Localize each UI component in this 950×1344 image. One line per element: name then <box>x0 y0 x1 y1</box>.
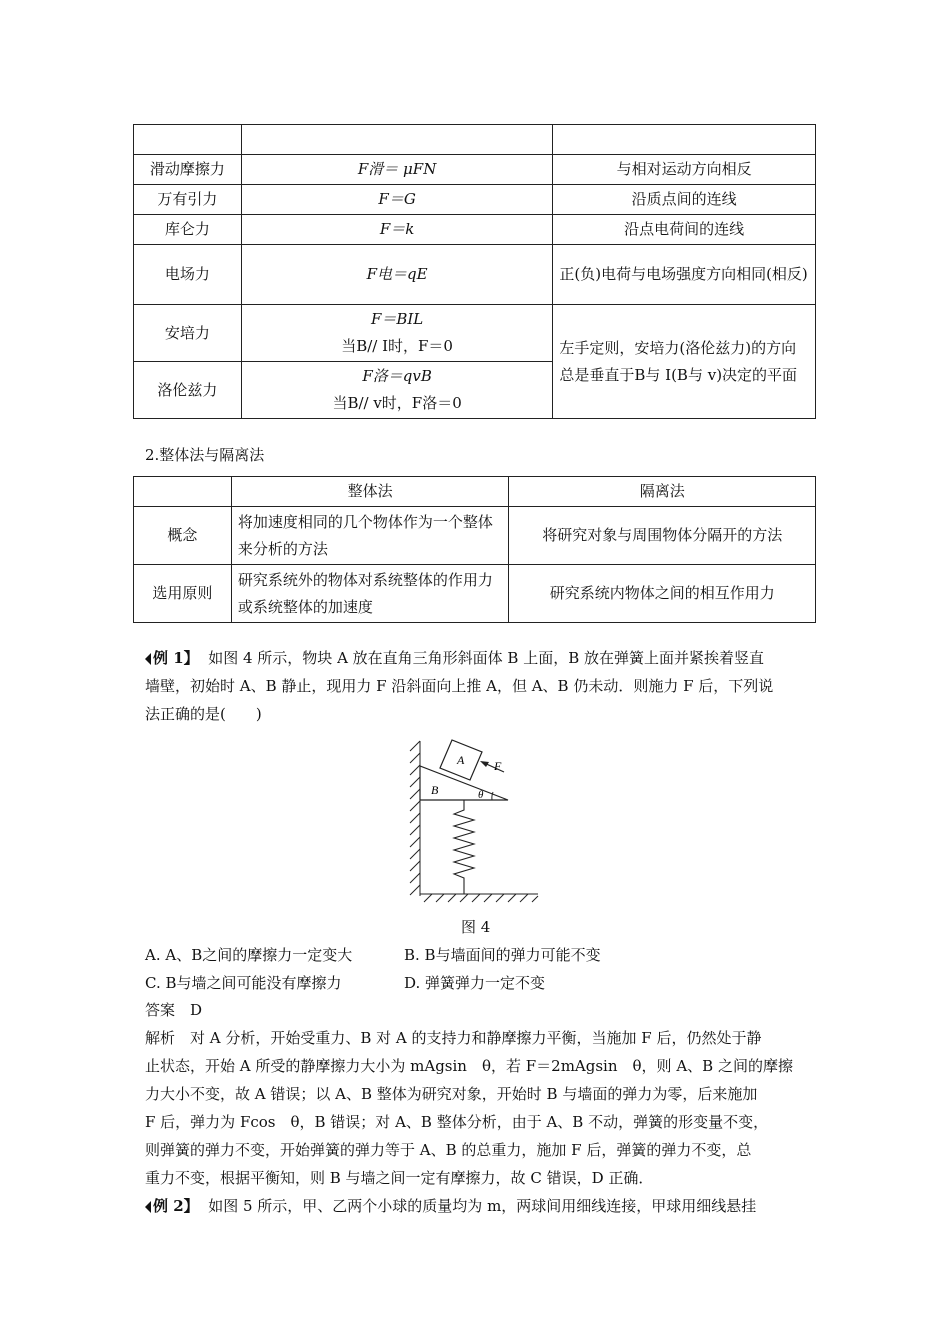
force-formula <box>241 305 553 362</box>
table-row <box>134 125 816 155</box>
analysis-line: 则弹簧的弹力不变，开始弹簧的弹力等于 A、B 的总重力，施加 F 后，弹簧的弹力不变，总 <box>145 1141 752 1159</box>
force-direction: 沿点电荷间的连线 <box>553 215 816 245</box>
force-direction-merged: 左手定则，安培力(洛伦兹力)的方向总是垂直于B与 I(B与 v)决定的平面 <box>553 305 816 419</box>
table-cell: 将加速度相同的几个物体作为一个整体来分析的方法 <box>231 507 509 565</box>
force-formula: F＝k <box>241 215 553 245</box>
table-row <box>134 477 816 507</box>
table-row <box>134 155 816 185</box>
table-header: 隔离法 <box>509 477 816 507</box>
force-table <box>133 124 816 419</box>
option-b: B. B与墙面间的弹力可能不变 <box>404 946 601 964</box>
option-d: D. 弹簧弹力一定不变 <box>404 974 546 992</box>
analysis-line: 重力不变，根据平衡知，则 B 与墙之间一定有摩擦力，故 C 错误，D 正确． <box>145 1169 654 1187</box>
figure-caption: 图 4 <box>461 918 491 936</box>
option-c: C. B与墙之间可能没有摩擦力 <box>145 974 342 992</box>
analysis-line: F 后，弹力为 Fcos θ，B 错误；对 A、B 整体分析，由于 A、B 不动，弹簧的形变量不变， <box>145 1113 769 1131</box>
wall-hatch <box>410 741 420 896</box>
table-cell <box>134 125 242 155</box>
table-header: 整体法 <box>231 477 509 507</box>
force-direction: 沿质点间的连线 <box>553 185 816 215</box>
table-cell: 研究系统外的物体对系统整体的作用力或系统整体的加速度 <box>231 565 509 623</box>
table-cell: 研究系统内物体之间的相互作用力 <box>509 565 816 623</box>
row-label: 选用原则 <box>134 565 232 623</box>
force-formula: F＝G <box>241 185 553 215</box>
analysis-line: 力大小不变，故 A 错误；以 A、B 整体为研究对象，开始时 B 与墙面的弹力为零，后来施加 <box>145 1085 758 1103</box>
force-arrowhead <box>480 761 489 767</box>
spring <box>454 800 474 894</box>
force-name: 洛伦兹力 <box>134 362 242 419</box>
answer: 答案 D <box>145 1001 203 1019</box>
example-marker-icon <box>145 653 151 665</box>
stem-text: 如图 5 所示，甲、乙两个小球的质量均为 m，两球间用细线连接，甲球用细线悬挂 <box>208 1197 757 1215</box>
table-cell: 将研究对象与周围物体分隔开的方法 <box>509 507 816 565</box>
formula-line: F洛＝qvB <box>362 367 432 385</box>
table-row <box>134 185 816 215</box>
table-row <box>134 507 816 565</box>
force-name: 万有引力 <box>134 185 242 215</box>
row-label: 概念 <box>134 507 232 565</box>
force-name: 电场力 <box>134 245 242 305</box>
method-table <box>133 476 816 623</box>
table-row <box>134 565 816 623</box>
example-tag: 例 1】 <box>153 649 199 667</box>
force-name: 库仑力 <box>134 215 242 245</box>
force-name: 安培力 <box>134 305 242 362</box>
stem-text: 如图 4 所示，物块 A 放在直角三角形斜面体 B 上面，B 放在弹簧上面并紧挨着竖直 <box>208 649 765 667</box>
force-direction: 正(负)电荷与电场强度方向相同(相反) <box>553 245 816 305</box>
example-stem-line <box>145 1196 815 1216</box>
force-formula <box>241 362 553 419</box>
table-cell <box>553 125 816 155</box>
section-title: 2.整体法与隔离法 <box>145 446 265 464</box>
formula-line: F＝BIL <box>370 310 424 328</box>
example-stem-line <box>145 648 815 668</box>
table-row <box>134 245 816 305</box>
analysis-line: 解析 对 A 分析，开始受重力、B 对 A 的支持力和静摩擦力平衡，当施加 F 后，仍然处于静 <box>145 1029 762 1047</box>
force-name: 滑动摩擦力 <box>134 155 242 185</box>
table-row <box>134 215 816 245</box>
formula-condition: 当B// I时，F＝0 <box>341 337 453 355</box>
label-f: F <box>494 759 502 773</box>
formula-condition: 当B// v时，F洛＝0 <box>332 394 462 412</box>
label-a: A <box>457 753 465 767</box>
option-a: A. A、B之间的摩擦力一定变大 <box>145 946 353 964</box>
analysis-line: 止状态，开始 A 所受的静摩擦力大小为 mAgsin θ，若 F＝2mAgsin θ，则 A、B 之间的摩擦 <box>145 1057 793 1075</box>
figure-4-diagram <box>400 736 545 906</box>
label-b: B <box>431 783 439 797</box>
table-row <box>134 305 816 362</box>
table-header <box>134 477 232 507</box>
example-stem-line: 墙壁，初始时 A、B 静止，现用力 F 沿斜面向上推 A，但 A、B 仍未动．则施力 F 后，下列说 <box>145 677 774 695</box>
label-theta: θ <box>478 789 484 801</box>
floor-hatch <box>420 894 538 902</box>
example-marker-icon <box>145 1201 151 1213</box>
force-formula: F电＝qE <box>241 245 553 305</box>
example-tag: 例 2】 <box>153 1197 199 1215</box>
force-direction: 与相对运动方向相反 <box>553 155 816 185</box>
table-cell <box>241 125 553 155</box>
example-stem-line: 法正确的是( ) <box>145 705 262 723</box>
force-formula: F滑＝ μFN <box>241 155 553 185</box>
